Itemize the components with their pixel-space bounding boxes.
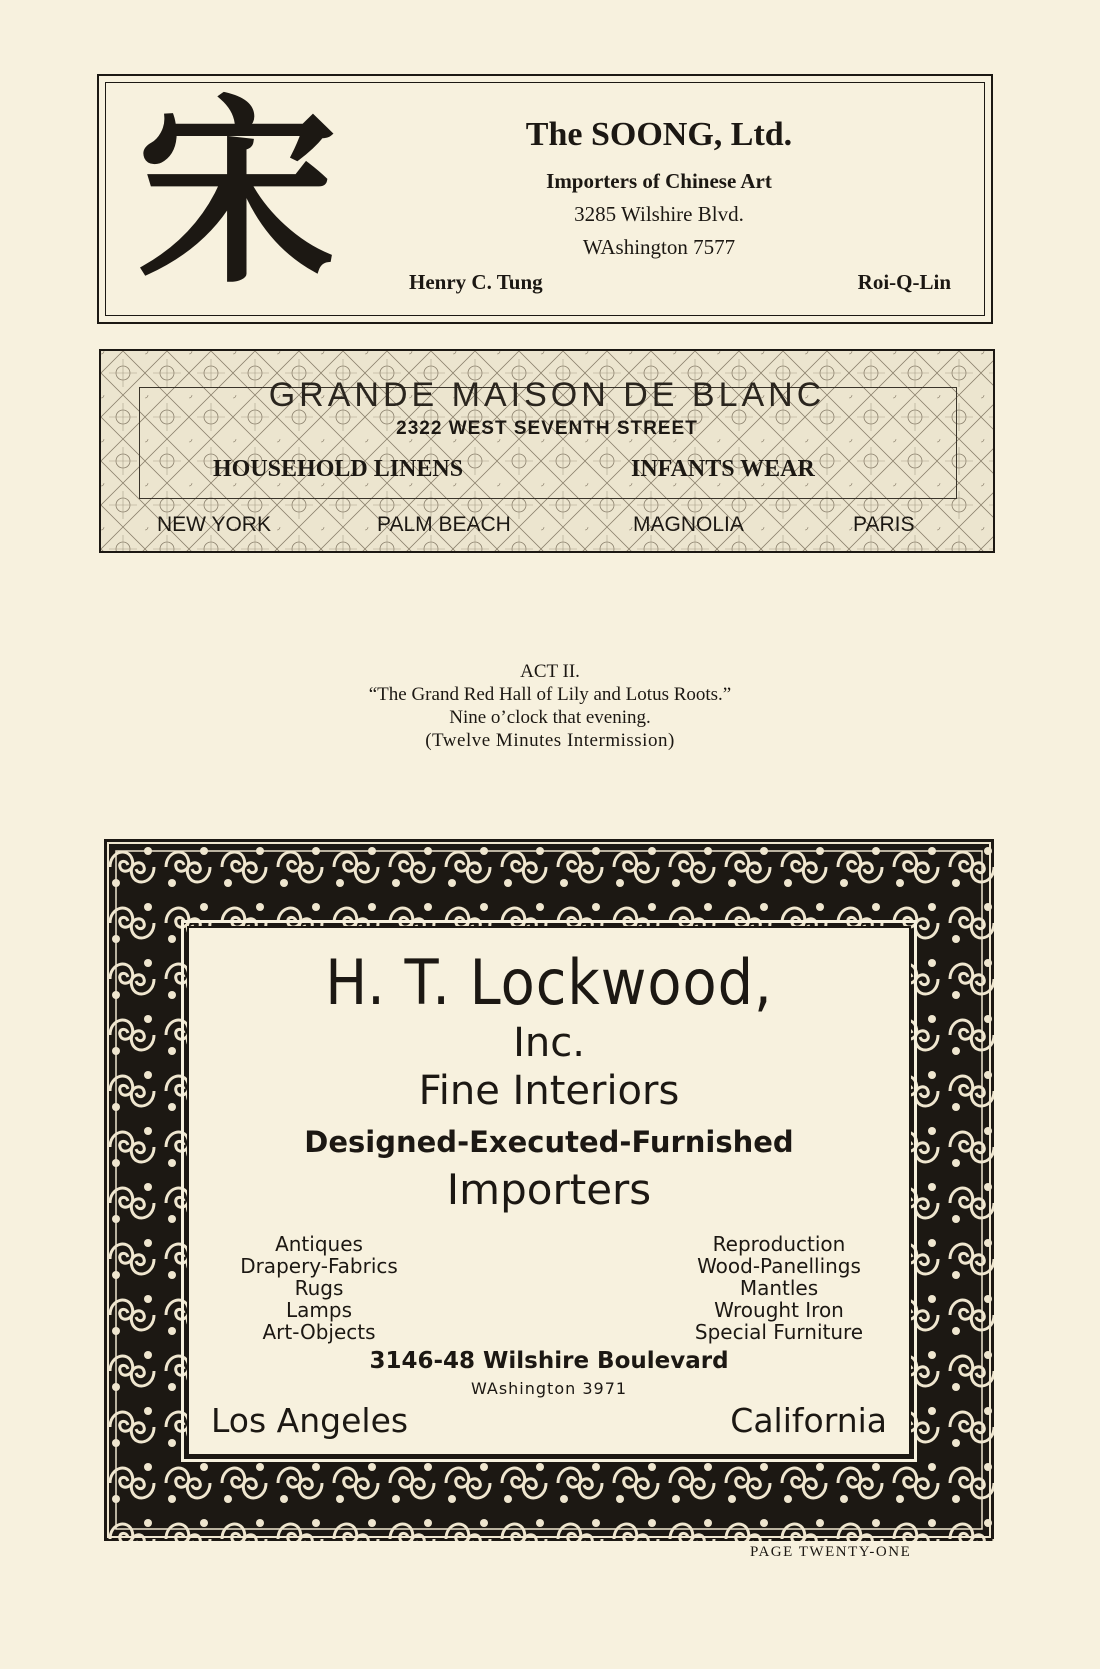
soong-company-name: The SOONG, Ltd. xyxy=(525,116,793,153)
list-item: Drapery-Fabrics xyxy=(240,1254,398,1278)
blanc-ad xyxy=(99,349,995,553)
list-item: Art-Objects xyxy=(262,1320,376,1344)
act-title: ACT II. xyxy=(520,661,580,682)
list-item: Special Furniture xyxy=(694,1320,864,1344)
page-number: PAGE TWENTY-ONE xyxy=(750,1544,912,1560)
lockwood-importers: Importers xyxy=(446,1165,652,1214)
blanc-city: MAGNOLIA xyxy=(633,513,744,536)
lockwood-services: Designed-Executed-Furnished xyxy=(304,1125,794,1159)
blanc-city: PARIS xyxy=(853,513,915,536)
list-item: Rugs xyxy=(294,1276,344,1300)
soong-ad xyxy=(97,74,993,324)
lockwood-ad xyxy=(104,839,994,1541)
act-intermission: (Twelve Minutes Intermission) xyxy=(425,730,675,751)
blanc-street: 2322 WEST SEVENTH STREET xyxy=(396,418,698,439)
soong-phone: WAshington 7577 xyxy=(582,235,736,259)
soong-person-left: Henry C. Tung xyxy=(409,270,543,294)
act-time: Nine o’clock that evening. xyxy=(449,707,651,728)
blanc-title: GRANDE MAISON DE BLANC xyxy=(268,376,826,414)
list-item: Antiques xyxy=(275,1232,363,1256)
soong-subtitle: Importers of Chinese Art xyxy=(546,169,772,193)
list-item: Wood-Panellings xyxy=(697,1254,861,1278)
soong-person-right: Roi-Q-Lin xyxy=(857,270,951,294)
lockwood-phone: WAshington 3971 xyxy=(470,1379,628,1398)
list-item: Wrought Iron xyxy=(714,1298,844,1322)
lockwood-tagline: Fine Interiors xyxy=(418,1068,680,1114)
act-scene: “The Grand Red Hall of Lily and Lotus Roots.” xyxy=(368,684,732,705)
list-item: Reproduction xyxy=(712,1232,846,1256)
lockwood-state: California xyxy=(730,1401,887,1440)
blanc-category-infants: INFANTS WEAR xyxy=(631,456,815,482)
soong-logo-character: 宋 xyxy=(136,76,337,311)
lockwood-list-right xyxy=(649,1233,909,1343)
list-item: Mantles xyxy=(739,1276,819,1300)
blanc-category-linens: HOUSEHOLD LINENS xyxy=(213,456,464,482)
lockwood-address: 3146-48 Wilshire Boulevard xyxy=(369,1348,729,1374)
lockwood-name: H. T. Lockwood, xyxy=(325,946,773,1019)
lockwood-city: Los Angeles xyxy=(211,1401,409,1440)
lockwood-text-panel xyxy=(187,926,911,1456)
blanc-city: PALM BEACH xyxy=(377,513,511,536)
lockwood-list-left xyxy=(189,1233,449,1343)
list-item: Lamps xyxy=(286,1298,352,1322)
blanc-city: NEW YORK xyxy=(157,513,271,536)
lockwood-inc: Inc. xyxy=(513,1020,585,1066)
soong-address: 3285 Wilshire Blvd. xyxy=(574,202,744,226)
